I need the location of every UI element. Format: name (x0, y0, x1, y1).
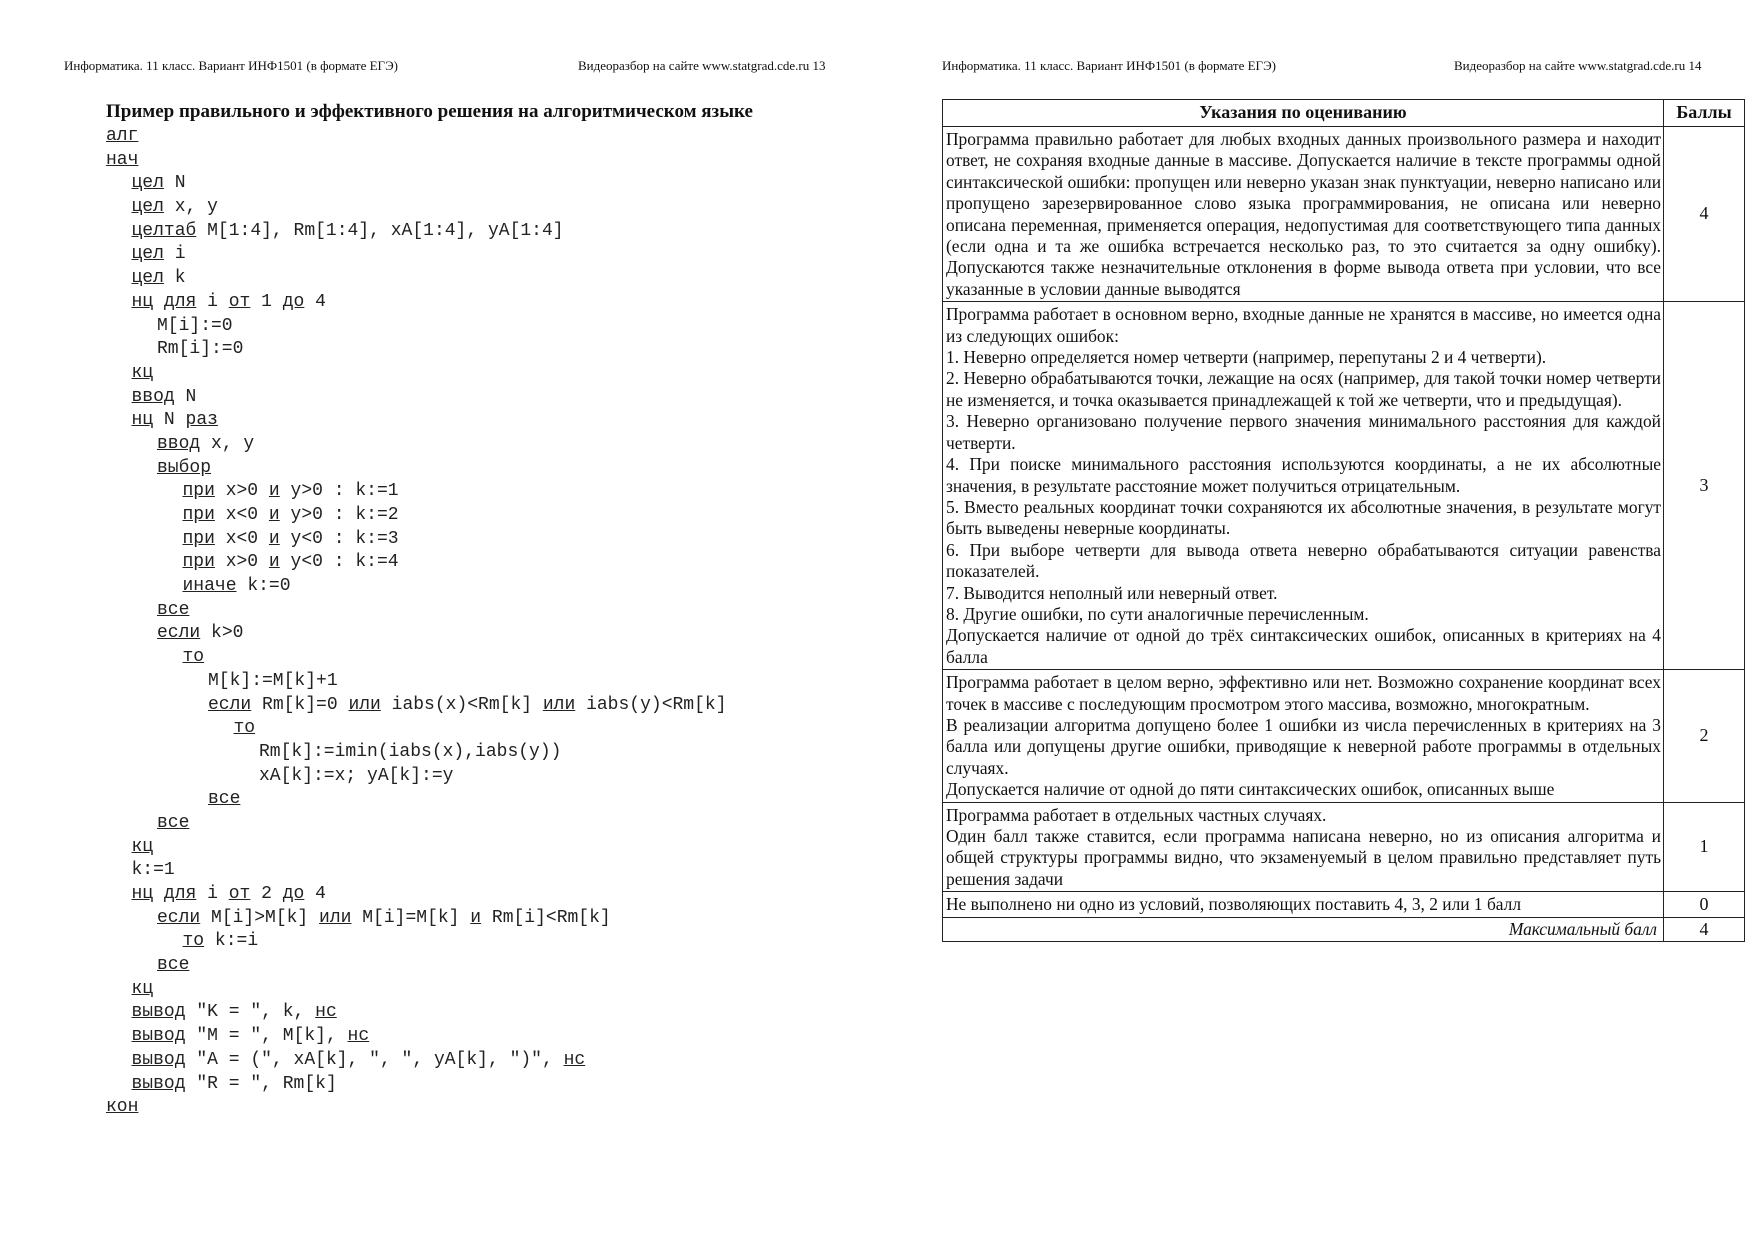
criteria-paragraph: Допускается наличие от одной до пяти синтаксических ошибок, описанных выше (946, 779, 1555, 800)
code-keyword: кон (106, 1097, 139, 1118)
points-column-header: Баллы (1664, 100, 1745, 127)
code-text: "M = ", M[k], (185, 1026, 348, 1047)
code-keyword: все (157, 955, 190, 976)
criteria-column-header: Указания по оцениванию (943, 100, 1664, 127)
code-text: "R = ", Rm[k] (185, 1073, 337, 1094)
code-keyword: то (182, 931, 205, 952)
code-keyword: вывод (131, 1002, 186, 1023)
code-text: M[i]=M[k] (351, 907, 471, 928)
code-text: N (174, 386, 197, 407)
code-text: "K = ", k, (185, 1002, 316, 1023)
criteria-paragraph: 8. Другие ошибки, по сути аналогичные перечисленным. (946, 603, 1369, 624)
code-line (106, 433, 727, 457)
criteria-cell (943, 802, 1664, 892)
code-line (106, 954, 727, 978)
code-keyword: алг (106, 126, 139, 146)
max-score-label: Максимальный балл (943, 917, 1664, 941)
code-keyword: или (319, 907, 352, 928)
code-keyword: для (163, 291, 197, 312)
code-line (106, 1096, 727, 1120)
code-listing (106, 125, 727, 1120)
code-keyword: если (157, 907, 201, 928)
code-keyword: до (282, 884, 305, 904)
code-text: x>0 (214, 481, 269, 502)
code-text: y>0 : k:=1 (279, 481, 399, 502)
code-keyword: целтаб (131, 220, 197, 241)
criteria-paragraph: Программа работает в основном верно, входные данные не хранятся в массиве, но имеется одна из следующих ошибок: (946, 304, 1661, 346)
code-text: Rm[i]:=0 (157, 339, 244, 360)
code-line (106, 267, 727, 291)
code-line (106, 741, 727, 765)
code-text: x, y (200, 433, 255, 454)
code-line (106, 315, 727, 339)
code-text: k>0 (200, 623, 244, 644)
criteria-paragraph: В реализации алгоритма допущено более 1 ошибки из числа перечисленных в критериях на 3 балла или допущены другие ошибки, приводящие к неверной работе программы в отдельных случаях. (946, 714, 1661, 778)
code-keyword: или (542, 694, 576, 715)
code-line (106, 528, 727, 552)
code-text: x, y (163, 197, 218, 218)
code-line (106, 788, 727, 812)
criteria-paragraph: Программа работает в целом верно, эффективно или нет. Возможно сохранение координат всех точек в массиве с последующим просмотром этого массива, возможно, многократным. (946, 672, 1661, 714)
code-keyword: и (268, 505, 280, 525)
code-line (106, 670, 727, 694)
code-line (106, 812, 727, 836)
points-cell: 4 (1664, 127, 1745, 302)
grading-table-header (943, 100, 1745, 127)
code-line (106, 172, 727, 196)
code-keyword: и (268, 481, 280, 502)
code-text: Rm[i]<Rm[k] (481, 907, 611, 928)
code-keyword: нц (131, 291, 154, 312)
points-cell: 2 (1664, 670, 1745, 802)
code-line (106, 409, 727, 433)
code-keyword: от (228, 884, 251, 904)
criteria-paragraph: Программа работает в отдельных частных случаях. (946, 804, 1327, 825)
code-text: x<0 (214, 505, 269, 525)
code-text: xA[k]:=x; yA[k]:=y (259, 765, 454, 786)
code-line (106, 883, 727, 907)
code-keyword: при (182, 505, 215, 525)
code-text: M[1:4], Rm[1:4], xA[1:4], yA[1:4] (196, 220, 564, 241)
code-keyword: ввод (131, 386, 175, 407)
code-text: M[k]:=M[k]+1 (208, 670, 338, 691)
code-keyword: кц (131, 978, 154, 999)
code-line (106, 599, 727, 623)
code-keyword: все (157, 599, 190, 620)
criteria-paragraph: 7. Выводится неполный или неверный ответ. (946, 582, 1278, 603)
criteria-cell (943, 892, 1664, 917)
code-keyword: раз (185, 410, 218, 431)
code-text: 4 (304, 291, 326, 312)
criteria-paragraph: Программа правильно работает для любых входных данных произвольного размера и находит ответ, не сохраняя входные данные в массиве. Допускается наличие в тексте программы одной синтаксической ошибки: пропущен или неверно указан знак пунктуации, неверно написано или пропущено зарезервированное слово языка программирования, не описана или неверно описана переменная, применяется операция, недопустимая для соответствующего типа данных (если одна и та же ошибка встречается несколько раз, то это считается за одну ошибку). Допускаются также незначительные отклонения в форме вывода ответа при условии, что все указанные в условии данные выводятся (946, 129, 1661, 299)
criteria-paragraph: 4. При поиске минимального расстояния используются координаты, а не их абсолютные значения, в результате расстояние может получиться отрицательным. (946, 454, 1661, 496)
code-keyword: от (228, 291, 251, 312)
code-keyword: цел (131, 244, 164, 265)
left-page-header-right: Видеоразбор на сайте www.statgrad.cde.ru 13 (578, 58, 826, 73)
code-keyword: кц (131, 836, 154, 857)
grading-row (943, 892, 1745, 917)
code-line (106, 1073, 727, 1097)
code-text (153, 884, 164, 904)
code-keyword: вывод (131, 1026, 186, 1047)
code-keyword: если (208, 694, 252, 715)
code-line (106, 338, 727, 362)
code-keyword: если (157, 623, 201, 644)
criteria-cell (943, 302, 1664, 670)
code-text: i (196, 291, 229, 312)
code-keyword: все (208, 789, 241, 810)
code-line (106, 622, 727, 646)
code-line (106, 504, 727, 528)
code-line (106, 457, 727, 481)
points-cell: 1 (1664, 802, 1745, 892)
grading-row (943, 670, 1745, 802)
code-line (106, 907, 727, 931)
criteria-paragraph: 2. Неверно обрабатываются точки, лежащие на осях (например, для такой точки номер четверти не изменяется, и точка оказывается принадлежащей к той же четверти, что и предыдущая). (946, 368, 1661, 410)
max-score-value: 4 (1664, 917, 1745, 941)
criteria-paragraph: Один балл также ставится, если программа написана неверно, но из описания алгоритма и общей структуры программы видно, что экзаменуемый в целом правильно представляет путь решения задачи (946, 826, 1661, 889)
left-page-header-left: Информатика. 11 класс. Вариант ИНФ1501 (в формате ЕГЭ) (64, 58, 398, 73)
code-line (106, 125, 727, 149)
code-keyword: иначе (182, 576, 237, 597)
code-keyword: до (282, 291, 305, 312)
code-keyword: нц (131, 884, 154, 904)
code-text: y<0 : k:=3 (279, 528, 399, 549)
code-line (106, 291, 727, 315)
code-keyword: и (268, 552, 280, 573)
code-keyword: все (157, 812, 190, 833)
criteria-paragraph: 3. Неверно организовано получение первого значения минимального расстояния для каждой четверти. (946, 411, 1661, 453)
code-text: 4 (304, 884, 326, 904)
code-text: y<0 : k:=4 (279, 552, 399, 573)
code-line (106, 930, 727, 954)
code-text: Rm[k]:=imin(iabs(x),iabs(y)) (259, 741, 562, 762)
code-line (106, 243, 727, 267)
code-text: 2 (250, 884, 283, 904)
points-cell: 0 (1664, 892, 1745, 917)
code-keyword: при (182, 528, 215, 549)
code-text: x>0 (214, 552, 269, 573)
code-text: M[i]:=0 (157, 315, 233, 336)
code-line (106, 1001, 727, 1025)
code-keyword: при (182, 552, 215, 573)
code-text: iabs(y)<Rm[k] (575, 694, 727, 715)
code-keyword: для (163, 884, 197, 904)
criteria-paragraph: Не выполнено ни одно из условий, позволяющих поставить 4, 3, 2 или 1 балл (946, 894, 1522, 915)
criteria-cell (943, 127, 1664, 302)
right-page-header-left: Информатика. 11 класс. Вариант ИНФ1501 (в формате ЕГЭ) (942, 58, 1276, 73)
max-score-row (943, 917, 1745, 941)
code-keyword: нц (131, 410, 154, 431)
code-text: i (163, 244, 186, 265)
grading-row (943, 302, 1745, 670)
code-keyword: цел (131, 173, 164, 194)
code-keyword: то (182, 647, 205, 668)
code-text: k:=1 (131, 860, 175, 881)
criteria-paragraph: 5. Вместо реальных координат точки сохраняются их абсолютные значения, в результате могут быть выведены неверные координаты. (946, 496, 1661, 539)
code-keyword: нс (563, 1049, 586, 1070)
code-line (106, 551, 727, 575)
code-keyword: или (348, 694, 381, 715)
code-line (106, 386, 727, 410)
code-line (106, 694, 727, 718)
code-keyword: ввод (157, 433, 201, 454)
points-cell: 3 (1664, 302, 1745, 670)
code-line (106, 765, 727, 789)
grading-row (943, 127, 1745, 302)
code-line (106, 717, 727, 741)
code-keyword: нс (347, 1026, 370, 1047)
code-keyword: вывод (131, 1073, 186, 1094)
code-keyword: при (182, 481, 215, 502)
code-line (106, 575, 727, 599)
code-keyword: кц (131, 362, 154, 383)
grading-table (942, 99, 1745, 942)
code-keyword: и (268, 528, 280, 549)
criteria-cell (943, 670, 1664, 802)
code-keyword: и (470, 907, 482, 928)
code-text: M[i]>M[k] (200, 907, 320, 928)
code-text: N (163, 173, 186, 194)
grading-row (943, 802, 1745, 892)
code-line (106, 196, 727, 220)
code-keyword: нс (315, 1002, 337, 1023)
code-text: k:=0 (236, 576, 291, 597)
code-line (106, 978, 727, 1002)
code-line (106, 859, 727, 883)
code-text: Rm[k]=0 (251, 694, 349, 715)
code-text (153, 292, 164, 312)
code-text: k:=i (204, 931, 259, 952)
code-text: i (196, 884, 229, 904)
code-text: y>0 : k:=2 (279, 505, 399, 525)
code-text: k (163, 268, 186, 289)
code-line (106, 149, 727, 173)
criteria-paragraph: 1. Неверно определяется номер четверти (например, перепутаны 2 и 4 четверти). (946, 347, 1547, 368)
code-keyword: цел (131, 197, 164, 218)
code-keyword: цел (131, 268, 164, 289)
code-line (106, 646, 727, 670)
code-line (106, 836, 727, 860)
code-text: x<0 (214, 528, 269, 549)
code-text: N (153, 410, 186, 431)
code-line (106, 1049, 727, 1073)
code-line (106, 1025, 727, 1049)
code-text: iabs(x)<Rm[k] (380, 694, 543, 715)
code-text: 1 (250, 291, 283, 312)
code-text: "A = (", xA[k], ", ", yA[k], ")", (185, 1049, 564, 1070)
code-line (106, 220, 727, 244)
criteria-paragraph: Допускается наличие от одной до трёх синтаксических ошибок, описанных в критериях на 4 балла (946, 625, 1661, 667)
code-line (106, 362, 727, 386)
code-keyword: то (233, 718, 256, 739)
criteria-paragraph: 6. При выборе четверти для вывода ответа неверно обрабатываются ситуации равенства показателей. (946, 539, 1661, 582)
solution-title: Пример правильного и эффективного решения на алгоритмическом языке (106, 101, 753, 122)
code-keyword: вывод (131, 1049, 186, 1070)
right-page-header-right: Видеоразбор на сайте www.statgrad.cde.ru 14 (1454, 58, 1702, 73)
code-keyword: нач (106, 149, 139, 170)
code-keyword: выбор (157, 457, 212, 478)
code-line (106, 480, 727, 504)
